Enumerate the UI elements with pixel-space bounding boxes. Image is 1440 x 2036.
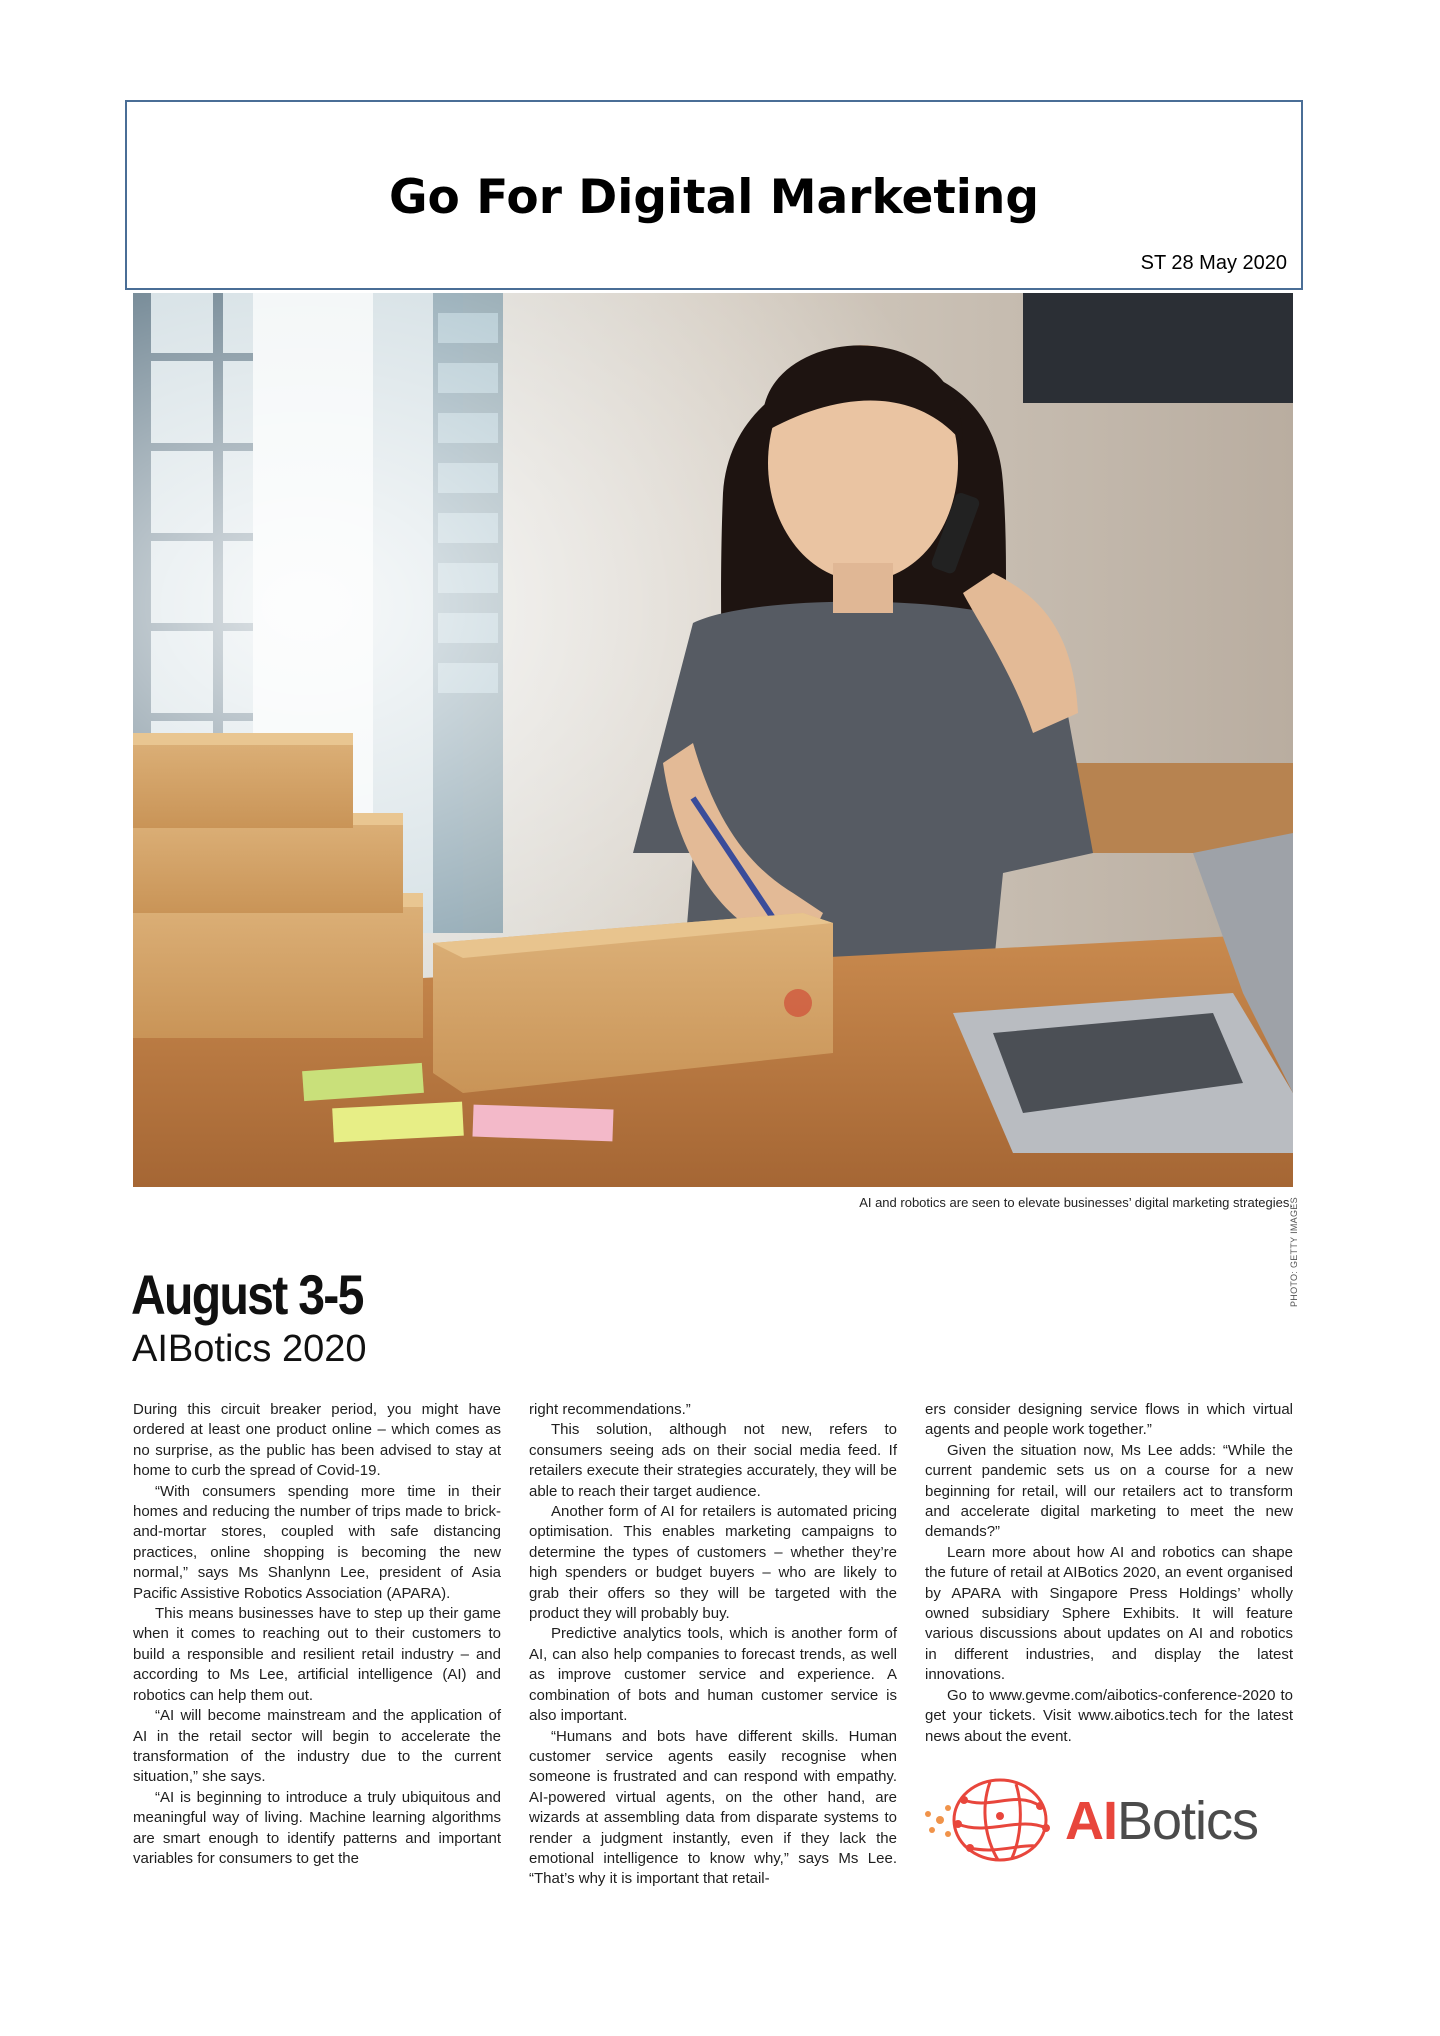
paragraph: Another form of AI for retailers is automated pricing optimisation. This enables marketing campaigns to determine the types of customers – whether they’re high spenders or budget buyers – who are likely to grab their offers so they will be targeted with the product they will probably buy. xyxy=(529,1503,897,1623)
paragraph: right recommendations.” xyxy=(529,1401,691,1418)
paragraph: “AI will become mainstream and the application of AI in the retail sector will begin to accelerate the transformation of the industry due to the current situation,” she says. xyxy=(133,1707,501,1786)
logo-ai-text: AI xyxy=(1065,1791,1117,1851)
paragraph: “With consumers spending more time in their homes and reducing the number of trips made to brick-and-mortar stores, coupled with safe distancing practices, online shopping is becoming the new normal,” says Ms Shanlynn Lee, president of Asia Pacific Assistive Robotics Association (APARA). xyxy=(133,1482,501,1602)
header-box xyxy=(125,100,1303,290)
aibotics-logo xyxy=(920,1770,1300,1870)
article-column-1 xyxy=(133,1400,501,1869)
woman-with-parcels-illustration xyxy=(133,293,1293,1187)
paragraph: This solution, although not new, refers to consumers seeing ads on their social media feed. If retailers execute their strategies accurately, they will be able to reach their target audience. xyxy=(529,1421,897,1500)
paragraph: ers consider designing service flows in which virtual agents and people work together.” xyxy=(925,1401,1293,1439)
page-title: Go For Digital Marketing xyxy=(388,170,1039,225)
brain-network-icon xyxy=(920,1770,1060,1870)
paragraph: Learn more about how AI and robotics can shape the future of retail at AIBotics 2020, an event organised by APARA with Singapore Press Holdings’ wholly owned subsidiary Sphere Exhibits. It will feature various discussions about updates on AI and robotics in different industries, and display the latest innovations. xyxy=(925,1543,1293,1684)
hero-photo xyxy=(133,293,1293,1187)
paragraph: Given the situation now, Ms Lee adds: “While the current pandemic sets us on a course for a new beginning for retail, will our retailers act to transform and accelerate digital marketing to meet the new demands?” xyxy=(925,1441,1293,1541)
paragraph: “Humans and bots have different skills. Human customer service agents easily recognise when someone is frustrated and can respond with empathy. AI-powered virtual agents, on the other hand, are wizards at assembling data from disparate systems to render a judgment instantly, even if they lack the emotional intelligence to know why,” says Ms Lee. “That’s why it is important that retail- xyxy=(529,1727,897,1888)
logo-botics-text: Botics xyxy=(1117,1791,1259,1851)
paragraph: During this circuit breaker period, you might have ordered at least one product online – which comes as no surprise, as the public has been advised to stay at home to curb the spread of Covid-19. xyxy=(133,1401,501,1480)
event-date: August 3-5 xyxy=(131,1263,363,1326)
article-column-2 xyxy=(529,1400,897,1890)
photo-caption: AI and robotics are seen to elevate businesses’ digital marketing strategies. xyxy=(859,1195,1293,1210)
paragraph: Go to www.gevme.com/aibotics-conference-2020 to get your tickets. Visit www.aibotics.tech for the latest news about the event. xyxy=(925,1686,1293,1745)
article-column-3 xyxy=(925,1400,1293,1747)
paragraph: “AI is beginning to introduce a truly ubiquitous and meaningful way of living. Machine learning algorithms are smart enough to identify patterns and important variables for consumers to get the xyxy=(133,1788,501,1867)
publication-date: ST 28 May 2020 xyxy=(1140,252,1287,274)
paragraph: This means businesses have to step up their game when it comes to reaching out to their customers to build a responsible and resilient retail industry – and according to Ms Lee, artificial intelligence (AI) and robotics can help them out. xyxy=(133,1605,501,1704)
logo-wordmark xyxy=(1065,1790,1258,1852)
photo-credit-text: PHOTO: GETTY IMAGES xyxy=(1289,1197,1299,1307)
event-name: AIBotics 2020 xyxy=(132,1328,367,1370)
paragraph: Predictive analytics tools, which is another form of AI, can also help companies to forecast trends, as well as improve customer service and experience. A combination of bots and human customer service is also important. xyxy=(529,1625,897,1725)
